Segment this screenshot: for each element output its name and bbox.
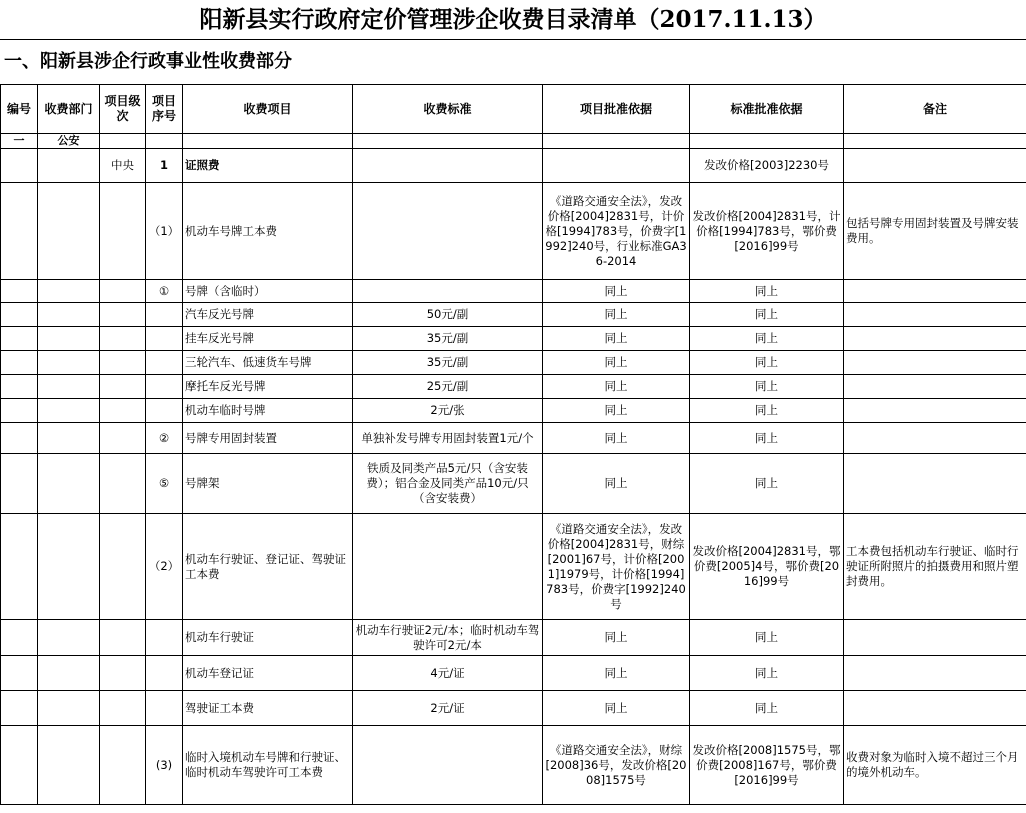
cell-dept: [38, 726, 100, 805]
cell-note: [844, 149, 1026, 183]
cell-no: [1, 656, 38, 691]
cell-seq: [146, 399, 183, 423]
cell-note: [844, 134, 1026, 149]
cell-level: [100, 280, 146, 303]
cell-level: [100, 726, 146, 805]
cell-note: 包括号牌专用固封装置及号牌安装费用。: [844, 183, 1026, 280]
cell-basis: [543, 149, 690, 183]
cell-dept: [38, 327, 100, 351]
cell-dept: [38, 351, 100, 375]
header-cell-level: 项目级次: [100, 85, 146, 134]
cell-seq: [146, 351, 183, 375]
cell-dept: [38, 691, 100, 726]
cell-seq: [146, 375, 183, 399]
cell-item: 三轮汽车、低速货车号牌: [183, 351, 353, 375]
table-row: [1, 303, 1026, 327]
header-cell-seq: 项目序号: [146, 85, 183, 134]
cell-level: 中央: [100, 149, 146, 183]
cell-level: [100, 134, 146, 149]
cell-standard: 25元/副: [353, 375, 543, 399]
cell-no: [1, 375, 38, 399]
cell-dept: [38, 620, 100, 656]
header-cell-note: 备注: [844, 85, 1026, 134]
cell-dept: [38, 280, 100, 303]
cell-standard: [353, 149, 543, 183]
cell-standard: [353, 183, 543, 280]
cell-seq: [146, 656, 183, 691]
header-row: [1, 85, 1026, 134]
cell-item: 号牌专用固封装置: [183, 423, 353, 454]
cell-basis: 《道路交通安全法》，财综[2008]36号，发改价格[2008]1575号: [543, 726, 690, 805]
cell-dept: [38, 399, 100, 423]
cell-note: [844, 656, 1026, 691]
cell-std-basis: 同上: [690, 327, 844, 351]
table-row: [1, 327, 1026, 351]
cell-basis: 同上: [543, 303, 690, 327]
cell-level: [100, 399, 146, 423]
cell-standard: 4元/证: [353, 656, 543, 691]
cell-note: 收费对象为临时入境不超过三个月的境外机动车。: [844, 726, 1026, 805]
table-row: [1, 726, 1026, 805]
cell-item: 机动车登记证: [183, 656, 353, 691]
cell-std-basis: 同上: [690, 656, 844, 691]
cell-level: [100, 423, 146, 454]
cell-dept: 公安: [38, 134, 100, 149]
cell-note: [844, 454, 1026, 514]
cell-seq: 1: [146, 149, 183, 183]
cell-basis: 同上: [543, 620, 690, 656]
cell-note: [844, 303, 1026, 327]
cell-level: [100, 656, 146, 691]
cell-no: [1, 726, 38, 805]
cell-no: [1, 423, 38, 454]
header-cell-no: 编号: [1, 85, 38, 134]
table-row: [1, 351, 1026, 375]
cell-item: 机动车行驶证: [183, 620, 353, 656]
cell-note: [844, 351, 1026, 375]
cell-note: [844, 280, 1026, 303]
cell-dept: [38, 656, 100, 691]
table-row: [1, 280, 1026, 303]
cell-std-basis: 同上: [690, 303, 844, 327]
cell-level: [100, 183, 146, 280]
cell-standard: [353, 726, 543, 805]
cell-item: 号牌（含临时）: [183, 280, 353, 303]
cell-std-basis: 同上: [690, 423, 844, 454]
cell-standard: 35元/副: [353, 351, 543, 375]
cell-dept: [38, 514, 100, 620]
cell-no: 一: [1, 134, 38, 149]
cell-basis: 同上: [543, 423, 690, 454]
cell-dept: [38, 375, 100, 399]
cell-seq: [146, 134, 183, 149]
cell-no: [1, 183, 38, 280]
cell-basis: 《道路交通安全法》，发改价格[2004]2831号，财综[2001]67号，计价格[2001]1979号，计价格[1994]783号，价费字[1992]240号: [543, 514, 690, 620]
cell-item: 号牌架: [183, 454, 353, 514]
cell-standard: [353, 280, 543, 303]
cell-seq: （2）: [146, 514, 183, 620]
cell-std-basis: 同上: [690, 399, 844, 423]
cell-no: [1, 514, 38, 620]
table-row: [1, 454, 1026, 514]
cell-item: 机动车行驶证、登记证、驾驶证工本费: [183, 514, 353, 620]
cell-seq: [146, 620, 183, 656]
cell-seq: ②: [146, 423, 183, 454]
cell-standard: [353, 134, 543, 149]
cell-level: [100, 327, 146, 351]
cell-std-basis: 同上: [690, 620, 844, 656]
cell-std-basis: 同上: [690, 691, 844, 726]
cell-standard: 2元/张: [353, 399, 543, 423]
cell-no: [1, 327, 38, 351]
cell-item: 驾驶证工本费: [183, 691, 353, 726]
cell-note: [844, 620, 1026, 656]
cell-std-basis: 同上: [690, 280, 844, 303]
cell-item: 挂车反光号牌: [183, 327, 353, 351]
cell-std-basis: 发改价格[2003]2230号: [690, 149, 844, 183]
table-row: [1, 149, 1026, 183]
cell-seq: ①: [146, 280, 183, 303]
cell-seq: [146, 691, 183, 726]
table-row: [1, 134, 1026, 149]
cell-no: [1, 280, 38, 303]
cell-level: [100, 454, 146, 514]
cell-no: [1, 303, 38, 327]
cell-note: [844, 399, 1026, 423]
cell-seq: [146, 327, 183, 351]
cell-dept: [38, 303, 100, 327]
cell-standard: 2元/证: [353, 691, 543, 726]
cell-basis: 同上: [543, 691, 690, 726]
cell-item: 证照费: [183, 149, 353, 183]
cell-basis: 同上: [543, 454, 690, 514]
cell-seq: （1）: [146, 183, 183, 280]
cell-std-basis: 发改价格[2008]1575号，鄂价费[2008]167号，鄂价费[2016]99号: [690, 726, 844, 805]
cell-item: [183, 134, 353, 149]
cell-note: [844, 423, 1026, 454]
table-row: [1, 691, 1026, 726]
cell-no: [1, 399, 38, 423]
cell-standard: 机动车行驶证2元/本；临时机动车驾驶许可2元/本: [353, 620, 543, 656]
cell-item: 机动车临时号牌: [183, 399, 353, 423]
cell-note: [844, 691, 1026, 726]
cell-level: [100, 303, 146, 327]
cell-standard: [353, 514, 543, 620]
cell-level: [100, 375, 146, 399]
cell-level: [100, 691, 146, 726]
cell-note: [844, 375, 1026, 399]
cell-basis: 同上: [543, 399, 690, 423]
cell-std-basis: 同上: [690, 351, 844, 375]
cell-std-basis: 同上: [690, 454, 844, 514]
cell-basis: 同上: [543, 656, 690, 691]
cell-basis: 同上: [543, 375, 690, 399]
cell-std-basis: 发改价格[2004]2831号，计价格[1994]783号，鄂价费[2016]99号: [690, 183, 844, 280]
cell-no: [1, 620, 38, 656]
table-row: [1, 620, 1026, 656]
cell-seq: (3): [146, 726, 183, 805]
header-cell-dept: 收费部门: [38, 85, 100, 134]
cell-std-basis: 发改价格[2004]2831号，鄂价费[2005]4号，鄂价费[2016]99号: [690, 514, 844, 620]
cell-note: 工本费包括机动车行驶证、临时行驶证所附照片的拍摄费用和照片塑封费用。: [844, 514, 1026, 620]
cell-seq: [146, 303, 183, 327]
cell-dept: [38, 149, 100, 183]
cell-level: [100, 514, 146, 620]
cell-basis: 《道路交通安全法》，发改价格[2004]2831号，计价格[1994]783号，价费字[1992]240号，行业标准GA36-2014: [543, 183, 690, 280]
cell-std-basis: [690, 134, 844, 149]
page-title: 阳新县实行政府定价管理涉企收费目录清单（2017.11.13）: [0, 0, 1026, 40]
cell-item: 临时入境机动车号牌和行驶证、临时机动车驾驶许可工本费: [183, 726, 353, 805]
table-row: [1, 423, 1026, 454]
cell-dept: [38, 183, 100, 280]
table-row: [1, 375, 1026, 399]
table-row: [1, 514, 1026, 620]
cell-no: [1, 691, 38, 726]
cell-level: [100, 351, 146, 375]
cell-seq: ⑤: [146, 454, 183, 514]
cell-no: [1, 454, 38, 514]
cell-item: 摩托车反光号牌: [183, 375, 353, 399]
cell-standard: 50元/副: [353, 303, 543, 327]
cell-standard: 铁质及同类产品5元/只（含安装费）；铝合金及同类产品10元/只（含安装费）: [353, 454, 543, 514]
cell-dept: [38, 454, 100, 514]
header-cell-basis: 项目批准依据: [543, 85, 690, 134]
header-cell-item: 收费项目: [183, 85, 353, 134]
section-title: 一、阳新县涉企行政事业性收费部分: [4, 51, 292, 72]
table-row: [1, 399, 1026, 423]
header-cell-std-basis: 标准批准依据: [690, 85, 844, 134]
cell-basis: 同上: [543, 351, 690, 375]
table-row: [1, 656, 1026, 691]
cell-basis: 同上: [543, 327, 690, 351]
cell-standard: 单独补发号牌专用固封装置1元/个: [353, 423, 543, 454]
cell-no: [1, 149, 38, 183]
cell-item: 汽车反光号牌: [183, 303, 353, 327]
cell-dept: [38, 423, 100, 454]
cell-item: 机动车号牌工本费: [183, 183, 353, 280]
cell-std-basis: 同上: [690, 375, 844, 399]
fee-table: [0, 84, 1026, 805]
cell-no: [1, 351, 38, 375]
cell-basis: [543, 134, 690, 149]
table-row: [1, 183, 1026, 280]
header-cell-standard: 收费标准: [353, 85, 543, 134]
cell-level: [100, 620, 146, 656]
cell-note: [844, 327, 1026, 351]
cell-basis: 同上: [543, 280, 690, 303]
cell-standard: 35元/副: [353, 327, 543, 351]
